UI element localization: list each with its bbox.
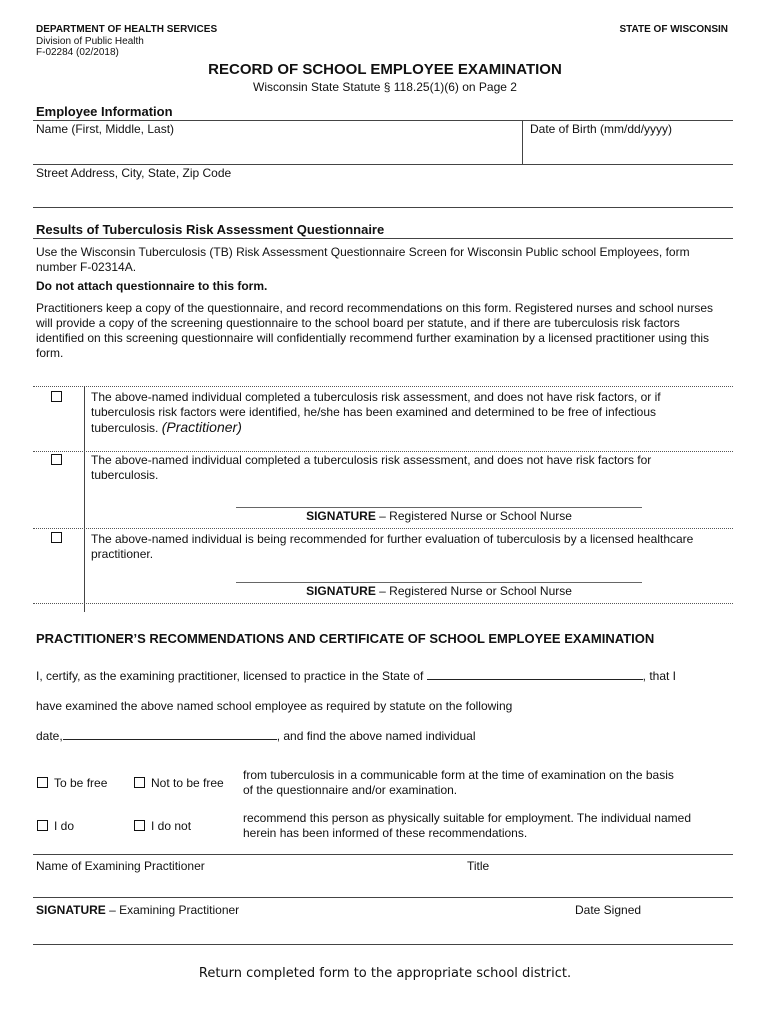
divider — [84, 386, 85, 612]
tb-results-heading: Results of Tuberculosis Risk Assessment Questionnaire — [36, 222, 385, 237]
form-title: RECORD OF SCHOOL EMPLOYEE EXAMINATION — [208, 61, 562, 78]
address-field[interactable] — [33, 180, 733, 206]
name-field-label: Name (First, Middle, Last) — [36, 122, 175, 136]
date-label: date, — [36, 729, 63, 743]
divider — [33, 238, 733, 239]
statute-reference: Wisconsin State Statute § 118.25(1)(6) on Page 2 — [253, 80, 517, 94]
certify-end-text: , that I — [642, 669, 677, 683]
examined-line: have examined the above named school employee as required by statute on the following — [36, 699, 513, 713]
signature-role: – Registered Nurse or School Nurse — [375, 509, 572, 523]
return-instructions: Return completed form to the appropriate school district. — [198, 966, 572, 981]
form-number: F-02284 (02/2018) — [36, 47, 119, 58]
date-line — [36, 729, 476, 743]
divider — [33, 451, 733, 452]
divider — [33, 120, 733, 121]
not-to-be-free-label: Not to be free — [151, 776, 224, 790]
divider — [33, 897, 733, 898]
exam-date-blank-field[interactable] — [63, 739, 277, 740]
divider — [33, 944, 733, 945]
dob-field[interactable] — [525, 136, 733, 163]
practitioner-role-label: (Practitioner) — [161, 419, 242, 435]
date-signed-label: Date Signed — [575, 903, 642, 917]
certify-line — [36, 669, 676, 683]
nurse-signature-label-2 — [236, 584, 642, 598]
tb-option3-text: The above-named individual is being recommended for further evaluation of tuberculosis by a licensed healthcare practitioner. — [91, 532, 694, 561]
practitioner-signature-field[interactable] — [33, 918, 733, 942]
tb-option1-text — [91, 390, 706, 436]
date-end-text: , and find the above named individual — [276, 729, 476, 743]
practitioner-signature-label — [36, 903, 239, 917]
state-name: STATE OF WISCONSIN — [619, 24, 728, 35]
nurse-signature-line-1[interactable] — [236, 507, 642, 508]
state-blank-field[interactable] — [427, 679, 643, 680]
i-do-not-checkbox[interactable] — [134, 820, 145, 831]
tb-intro-text: Use the Wisconsin Tuberculosis (TB) Risk Assessment Questionnaire Screen for Wisconsin Public school Employees, form number F-02314A. — [36, 245, 690, 274]
signature-role: – Examining Practitioner — [105, 903, 240, 917]
employee-info-heading: Employee Information — [36, 104, 173, 119]
tb-option3-checkbox[interactable] — [51, 532, 62, 543]
not-to-be-free-checkbox[interactable] — [134, 777, 145, 788]
address-field-label: Street Address, City, State, Zip Code — [36, 166, 232, 180]
divider — [33, 528, 733, 529]
tb-option1-statement: The above-named individual completed a tuberculosis risk assessment, and does not have risk factors, or if tuberculosis risk factors were identified, he/she has been examined and determined to be free of infectious tuberculosis. — [91, 390, 661, 435]
i-do-label: I do — [54, 819, 75, 833]
practitioner-title-label: Title — [467, 859, 490, 873]
division-name: Division of Public Health — [36, 36, 144, 47]
practitioners-note: Practitioners keep a copy of the questionnaire, and record recommendations on this form. Registered nurses and school nurses will provide a copy of the screening questionnaire to the school board per statute, and if there are tuberculosis risk factors identified on this screening questionnaire will confidentially recommend further examination by a licensed practitioner using this form. — [36, 301, 714, 360]
tb-option2-checkbox[interactable] — [51, 454, 62, 465]
certify-text: I, certify, as the examining practitioner, licensed to practice in the State of — [36, 669, 424, 683]
nurse-signature-label-1 — [236, 509, 642, 523]
department-name: DEPARTMENT OF HEALTH SERVICES — [36, 24, 218, 35]
nurse-signature-line-2[interactable] — [236, 582, 642, 583]
divider — [522, 120, 523, 164]
divider — [33, 164, 733, 165]
dob-field-label: Date of Birth (mm/dd/yyyy) — [530, 122, 673, 136]
i-do-checkbox[interactable] — [37, 820, 48, 831]
signature-word: SIGNATURE — [36, 903, 106, 917]
tb-option1-checkbox[interactable] — [51, 391, 62, 402]
do-not-attach-note: Do not attach questionnaire to this form. — [36, 279, 268, 293]
to-be-free-checkbox[interactable] — [37, 777, 48, 788]
signature-word: SIGNATURE — [306, 509, 376, 523]
i-do-not-label: I do not — [151, 819, 192, 833]
recommend-statement: recommend this person as physically suitable for employment. The individual named herein has been informed of these recommendations. — [243, 811, 692, 840]
signature-word: SIGNATURE — [306, 584, 376, 598]
name-field[interactable] — [33, 136, 520, 163]
practitioner-name-title-field[interactable] — [33, 873, 733, 895]
divider — [33, 854, 733, 855]
free-statement: from tuberculosis in a communicable form at the time of examination on the basis of the questionnaire and/or examination. — [243, 768, 674, 797]
divider — [33, 603, 733, 604]
to-be-free-label: To be free — [54, 776, 108, 790]
divider — [33, 386, 733, 387]
divider — [33, 207, 733, 208]
tb-option2-text: The above-named individual completed a tuberculosis risk assessment, and does not have risk factors for tuberculosis. — [91, 453, 652, 482]
practitioner-heading: PRACTITIONER’S RECOMMENDATIONS AND CERTIFICATE OF SCHOOL EMPLOYEE EXAMINATION — [36, 631, 655, 646]
practitioner-name-label: Name of Examining Practitioner — [36, 859, 205, 873]
signature-role: – Registered Nurse or School Nurse — [375, 584, 572, 598]
